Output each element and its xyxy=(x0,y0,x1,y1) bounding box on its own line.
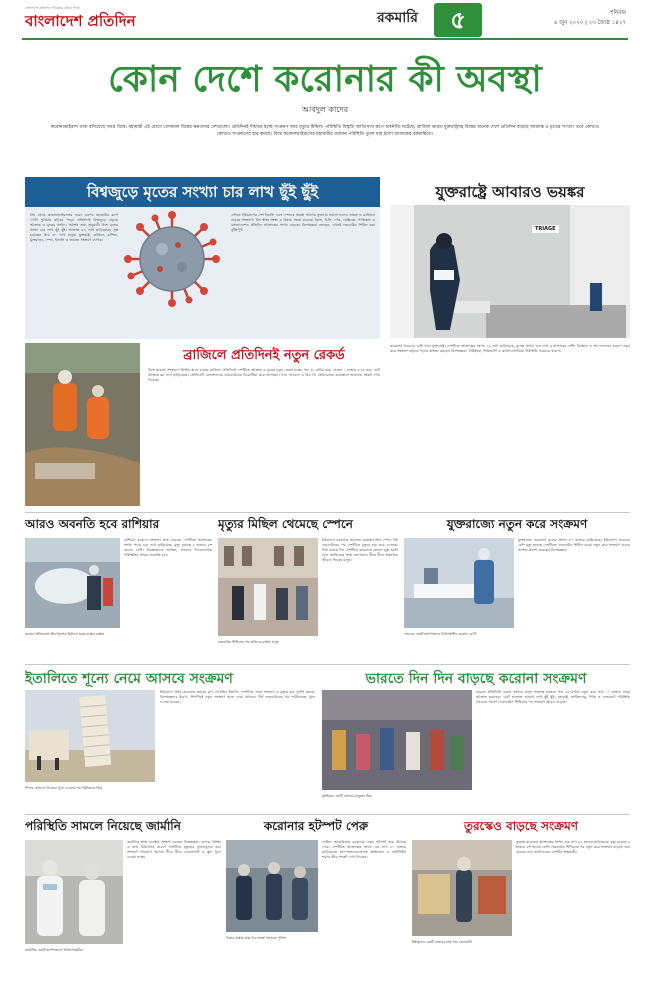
turkey-caption: ইস্তাম্বুলের একটি বাজারে মাস্ক পরে কেনাকাটা xyxy=(412,940,472,944)
italy-headline: ইতালিতে শূন্যে নেমে আসবে সংক্রমণ xyxy=(25,671,233,687)
germany-body: জার্মানির স্বাস্থ্য ব্যবস্থার প্রশংসা করছেন বিশ্লেষকরা। ব্যাপক পরীক্ষা ও দ্রুত চিকিৎসার কারণে দেশটিতে মৃত্যুহার তুলনামূলক কম। সংক্রমণ নিয়ন্ত্রণে আসায় ধীরে ধীরে দোকানপাট ও স্কুল খুলে দেওয়া হচ্ছে। xyxy=(127,840,221,859)
main-headline: কোন দেশে করোনার কী অবস্থা xyxy=(108,59,542,100)
uk-body: যুক্তরাজ্যে করোনায় মৃতের সংখ্যা ৪০ হাজার ছাড়িয়েছে। ইউরোপে সবচেয়ে বেশি মৃত্যু হয়েছে দেশটিতে। লকডাউন শিথিল করায় নতুন করে সংক্রমণ বাড়ার আশঙ্কা প্রকাশ করেছেন বিশেষজ্ঞরা। xyxy=(518,538,630,552)
uk-headline: যুক্তরাজ্যে নতুন করে সংক্রমণ xyxy=(446,517,588,531)
masthead xyxy=(0,0,650,52)
uk-caption: লন্ডনের একটি হাসপাতালে চিকিৎসাধীন করোনা রোগী xyxy=(404,632,477,636)
world-headline: বিশ্বজুড়ে মৃতের সংখ্যা চার লাখ ছুঁই ছুঁই xyxy=(86,183,319,201)
germany-photo xyxy=(25,840,123,944)
india-headline: ভারতে দিন দিন বাড়ছে করোনা সংক্রমণ xyxy=(365,671,587,687)
russia-headline: আরও অবনতি হবে রাশিয়ার xyxy=(25,517,160,531)
usa-headline: যুক্তরাষ্ট্রে আবারও ভয়ঙ্কর xyxy=(435,183,585,201)
peru-body: লাতিন আমেরিকায় করোনার নতুন হটস্পট হয়ে উঠেছে পেরু। দেশটিতে আক্রান্তের সংখ্যা এক লাখ ৮০ হাজার ছাড়িয়েছে। হাসপাতালগুলোতে অক্সিজেন ও আইসিইউ শয্যার তীব্র সংকট দেখা দিয়েছে। xyxy=(322,840,406,859)
germany-headline: পরিস্থিতি সামলে নিয়েছে জার্মানি xyxy=(25,819,181,833)
divider-bottom xyxy=(25,814,630,815)
italy-photo xyxy=(25,690,155,782)
world-story xyxy=(25,177,380,339)
spain-headline: মৃত্যুর মিছিল থেমেছে স্পেনে xyxy=(218,517,353,531)
brazil-headline: ব্রাজিলে প্রতিদিনই নতুন রেকর্ড xyxy=(183,348,345,363)
peru-caption: লিমার রাস্তায় মাস্ক পরে সতর্ক পাহারায় পুলিশ xyxy=(226,936,286,940)
usa-photo xyxy=(390,205,630,338)
turkey-headline: তুরস্কেও বাড়ছে সংক্রমণ xyxy=(463,819,579,833)
byline: আবদুল কাদের xyxy=(301,105,349,114)
turkey-photo xyxy=(412,840,512,936)
turkey-body: তুরস্কে করোনায় আক্রান্তের সংখ্যা এক লাখ ৬৭ হাজার ছাড়িয়েছে। মৃত্যু হয়েছে ৪ হাজার ৬শ জনের বেশি। লকডাউন শিথিলের পর নতুন করে সংক্রমণ বাড়তে শুরু করেছে বলে জানিয়েছেন দেশটির স্বাস্থ্যমন্ত্রী। xyxy=(516,840,630,854)
masthead-rule xyxy=(22,38,628,40)
india-photo xyxy=(322,690,472,790)
spain-photo xyxy=(218,538,318,636)
brazil-body: বিশ্বে করোনা সংক্রমণে দ্বিতীয় স্থানে রয়েছে ব্রাজিল। প্রতিদিনই দেশটিতে আক্রান্ত ও মৃতের নতুন রেকর্ড হচ্ছে। গত ২৪ ঘণ্টায় মারা গেছেন ১ হাজার ৪৭৩ জন। মোট আক্রান্ত ছয় লাখ ছাড়িয়েছে। প্রেসিডেন্ট বলসোনারো লকডাউনের বিরোধিতা করে আসছেন। সাও পাওলো ও রিও ডি জেনিরোতে কবরস্থানে জায়গার সংকট দেখা দিয়েছে। xyxy=(148,368,380,382)
peru-headline: করোনার হটস্পট পেরু xyxy=(263,819,369,833)
india-body: ভারতে প্রতিদিনই রেকর্ড সংখ্যক মানুষ আক্রান্ত হচ্ছেন। গত ২৪ ঘণ্টায় নতুন করে প্রায় ১০ হাজার মানুষ আক্রান্ত হয়েছেন। মোট আক্রান্ত আড়াই লাখ ছুঁই ছুঁই। মহারাষ্ট্র, তামিলনাড়ু, দিল্লি ও গুজরাটে পরিস্থিতি সবচেয়ে খারাপ। লকডাউন শিথিলের পর সংক্রমণ আরও বাড়ছে। xyxy=(476,690,630,704)
divider-top xyxy=(25,512,630,513)
page-number-badge xyxy=(434,3,482,37)
issue-day: শনিবার xyxy=(610,10,626,16)
italy-body: ইউরোপে প্রথম করোনার ভয়াবহ রূপ দেখেছিল ইতালি। দেশটিতে এখন সংক্রমণ ও মৃত্যুর হার দুটোই কমছে। বিশেষজ্ঞদের ধারণা, শিগগিরই নতুন সংক্রমণ শূন্যে নেমে আসবে। দীর্ঘ লকডাউনের পর পর্যটনকেন্দ্র খুলে দেওয়া হয়েছে। xyxy=(160,690,315,704)
spain-body: ইউরোপে করোনার অন্যতম কেন্দ্রস্থল ছিল স্পেন। দীর্ঘ লকডাউনের পর দেশটিতে মৃত্যুর হার কমে এসেছে। টানা কয়েক দিন দেশটিতে করোনায় কোনো মৃত্যু হয়নি বলে জানিয়েছে স্বাস্থ্য মন্ত্রণালয়। ধীরে ধীরে স্বাভাবিক জীবনে ফিরছে মানুষ। xyxy=(322,538,398,562)
masthead-tagline: বাংলাদেশ প্রতিদিন পত্রিকার রঙিন পাতা xyxy=(25,6,80,10)
russia-caption: করোনা প্রতিরোধে জীবাণুনাশক ছিটানো হচ্ছে মস্কোর রাস্তায় xyxy=(25,632,105,636)
world-body-right: এদিকে ইউরোপের দেশ ইতালি এবং স্পেনের অবস্থা আগের তুলনায় ভালো হলেও ভারত ও ব্রাজিলে বাড়ছে সংক্রমণ। বিশ্ব স্বাস্থ্য সংস্থা এ বিষয়ে সতর্ক করেছে। ইরান, চিলি, পেরু, মেক্সিকো, পাকিস্তান ও বাংলাদেশেও প্রতিদিন আক্রান্তের সংখ্যা বাড়ছে। বিশেষজ্ঞরা বলছেন, এখনই লকডাউন শিথিল করা ঝুঁকিপূর্ণ। xyxy=(231,213,375,232)
page-number: ৫ xyxy=(450,6,466,34)
world-headline-bar xyxy=(25,177,380,207)
virus-illustration xyxy=(122,209,222,309)
intro-text: করোনাভাইরাস থাবা বসিয়েছে সমগ্র বিশ্বে। মহামারী এই রোগে বেসামাল বিশ্বের ক্ষমতাধর দেশগুলো। প্রতিদিনই দীর্ঘতর হচ্ছে সংক্রমণ আর মৃত্যুর মিছিল। পরিস্থিতি বিস্তৃতি জাতিসংঘ রূপে অবনীতি ঘটেছে। ব্রাজিল ভারত যুক্তরাষ্ট্রসহ বিশ্বের অনেক দেশে প্রতিদিন বাড়ছে আক্রান্ত ও মৃতের সংখ্যা। তবে কোথাও কোথাও সংক্রমণের হার কমছে। বিশ্বে করোনাভাইরাসের মহামারীর বর্তমান পরিস্থিতি তুলে ধরা হলো আজকের রকমারিতে। xyxy=(50,125,600,137)
uk-photo xyxy=(404,538,514,628)
triage-sign: TRIAGE xyxy=(532,225,559,233)
india-caption: মুম্বাইয়ের একটি বাজারে মানুষের ভিড় xyxy=(322,794,372,798)
russia-photo xyxy=(25,538,120,628)
peru-photo xyxy=(226,840,318,932)
spain-caption: লকডাউন শিথিলের পর মাদ্রিদের রাস্তায় মানুষ xyxy=(218,640,279,644)
section-name: রকমারি xyxy=(376,10,418,26)
world-body-left: চীন থেকে করোনাভাইরাসের শুরু। এরপর মহামারীর রূপে গোটা দুনিয়ায় ছড়িয়ে পড়ে। প্রতিদিনই বিশ্বজুড়ে বাড়ছে আক্রান্ত ও মৃতের সংখ্যা। সর্বশেষ তথ্য অনুযায়ী বিশ্বে মৃতের সংখ্যা চার লাখ ছুঁই ছুঁই। আক্রান্ত ৬৭ লাখ ছাড়িয়েছে। সুস্থ হয়েছেন প্রায় ৩০ লাখ মানুষ। যুক্তরাষ্ট্র, ব্রাজিল, রাশিয়া, যুক্তরাজ্য, স্পেন, ইতালি ও ভারতে সংক্রমণ ব্যাপক। xyxy=(30,213,118,242)
issue-date: ৬ জুন ২০২০ | ২৩ জ্যৈষ্ঠ ১৪২৭ xyxy=(553,20,626,26)
usa-body: করোনার সবচেয়ে বেশি থাবা যুক্তরাষ্ট্রে। দেশটিতে আক্রান্তের সংখ্যা ১৯ লাখ ছাড়িয়েছে, মৃতের সংখ্যা এক লাখ ৯ হাজারের বেশি। বিক্ষোভ ও আন্দোলনের কারণে নতুন করে সংক্রমণ ছড়িয়ে পড়ার আশঙ্কা করছেন বিশেষজ্ঞরা। নিউইয়র্ক, নিউজার্সি ও ক্যালিফোর্নিয়ায় পরিস্থিতি সবচেয়ে খারাপ। xyxy=(390,344,630,353)
divider-mid xyxy=(25,664,630,665)
logo: বাংলাদেশ প্রতিদিন xyxy=(25,12,136,30)
italy-caption: পিসার হেলানো টাওয়ার খুলে দেওয়ার পর পর্যটকদের ভিড় xyxy=(25,786,103,790)
germany-caption: জার্মানির একটি হাসপাতালে চিকিৎসাকর্মীরা xyxy=(25,948,83,952)
brazil-photo xyxy=(25,343,140,506)
russia-body: রাশিয়ায় করোনা সংক্রমণ দ্রুত বাড়ছে। দেশটিতে আক্রান্তের সংখ্যা সাড়ে চার লাখ ছাড়িয়েছে, মৃত্যু হয়েছে ৫ হাজার ৫শ জনের বেশি। বিশ্লেষকদের আশঙ্কা, সামনের দিনগুলোতে পরিস্থিতির আরও অবনতি হবে। xyxy=(124,538,212,557)
